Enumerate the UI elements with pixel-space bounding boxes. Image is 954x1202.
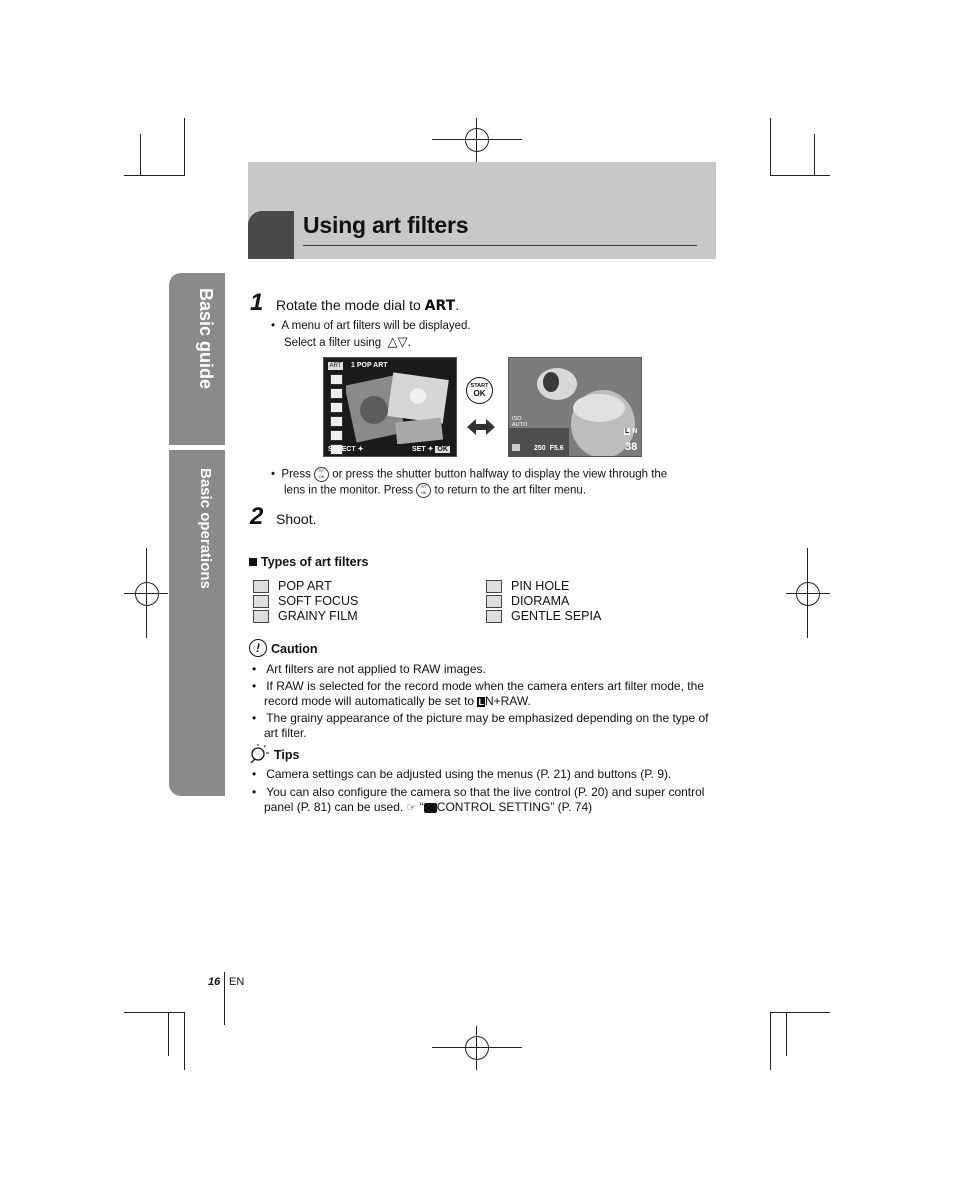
step-1-bullet-2-line-2b: to return to the art filter menu. <box>434 484 587 497</box>
art-filter-icon <box>253 610 269 623</box>
exposure-readout <box>534 445 564 452</box>
ok-label: OK <box>473 389 486 398</box>
caution-icon: ! <box>249 639 267 657</box>
set-label: SET ✦ OK <box>412 446 448 453</box>
art-filter-icon <box>253 580 269 593</box>
tips-heading: Tips <box>274 748 300 762</box>
header-tab <box>248 211 294 259</box>
tips-bullet-2: • You can also configure the camera so that the live control (P. 20) and super control panel (P. 81) can be used. ☞ “ CONTROL SETTING” (P. 74) <box>252 785 705 814</box>
filter-item: POP ART <box>253 579 332 593</box>
tips-lightbulb-icon <box>248 743 270 763</box>
start-ok-button-icon <box>466 377 493 404</box>
caution-heading: Caution <box>271 642 318 656</box>
step-1-bullet-2-line-2a: lens in the monitor. Press <box>284 484 414 497</box>
quality-readout: L N <box>625 428 638 435</box>
live-view-photo <box>509 358 641 456</box>
step-1-period: . <box>455 297 460 313</box>
art-filter-icon <box>330 416 343 427</box>
square-bullet-icon <box>249 558 257 566</box>
shutter-speed: 250 <box>534 445 546 452</box>
page-title: Using art filters <box>303 212 469 238</box>
tips-bullet-1: • Camera settings can be adjusted using the menus (P. 21) and buttons (P. 9). <box>252 767 672 781</box>
iso-label: ISO <box>512 416 522 422</box>
filter-item: GRAINY FILM <box>253 609 358 623</box>
art-badge: ART <box>329 363 342 369</box>
step-1-text <box>276 297 459 314</box>
ok-badge: OK <box>437 446 448 453</box>
reference-hand-icon: ☞ <box>406 802 417 814</box>
large-quality-icon: L <box>478 697 484 707</box>
art-filter-icon <box>330 388 343 399</box>
art-filter-icon <box>486 595 502 608</box>
filter-item: GENTLE SEPIA <box>486 609 601 623</box>
side-tab-basic-guide-label: Basic guide <box>196 288 216 390</box>
mode-icon <box>512 444 520 451</box>
live-view-screen <box>508 357 642 457</box>
step-1-bullet-1-line-2: Select a filter using <box>284 337 382 349</box>
menu-screen-title: 1 POP ART <box>351 362 388 369</box>
iso-value: AUTO <box>512 422 528 428</box>
step-1-number: 1 <box>250 289 264 316</box>
language-label: EN <box>229 976 245 988</box>
side-tab-basic-operations-label: Basic operations <box>197 468 214 589</box>
caution-bullet-1: • Art filters are not applied to RAW images. <box>252 662 486 676</box>
step-1-label: Rotate the mode dial to <box>276 297 421 313</box>
art-filter-icon <box>486 580 502 593</box>
art-filter-icon <box>330 402 343 413</box>
art-mode-label: ART <box>424 298 456 314</box>
types-heading <box>249 555 368 569</box>
caution-bullet-2: • If RAW is selected for the record mode when the camera enters art filter mode, the record mode will automatically be set to LN+RAW. <box>252 679 704 708</box>
start-ok-icon: ST OK <box>416 483 431 498</box>
shots-remaining: 38 <box>625 441 638 453</box>
art-filter-icon <box>486 610 502 623</box>
start-label: START <box>470 383 489 389</box>
page-number: 16 <box>208 976 221 988</box>
aperture-value: F5.6 <box>549 445 564 452</box>
title-rule <box>303 245 697 246</box>
camera-icon <box>424 803 437 813</box>
step-1-bullet-1: • A menu of art filters will be displayed. Select a filter using △▽. <box>271 320 471 349</box>
up-down-arrow-icon: △▽. <box>387 334 412 349</box>
double-arrow-icon <box>467 418 495 436</box>
step-1-bullet-2: • Press ST OK or press the shutter button halfway to display the view through the lens in the monitor. Press ST OK to return to the art filter menu. <box>271 468 668 497</box>
filter-item: DIORAMA <box>486 594 569 608</box>
step-1-bullet-2-press: Press <box>281 468 311 481</box>
quality-value: N <box>632 428 638 435</box>
filter-item: SOFT FOCUS <box>253 594 358 608</box>
art-filter-icon <box>330 430 343 441</box>
pop-art-preview-photos <box>346 372 454 444</box>
step-2-number: 2 <box>250 503 264 530</box>
art-filter-menu-screen <box>323 357 457 457</box>
types-heading-label: Types of art filters <box>261 555 369 569</box>
step-1-bullet-1-line-1: A menu of art filters will be displayed. <box>281 320 471 332</box>
art-filter-icon <box>253 595 269 608</box>
filter-item: PIN HOLE <box>486 579 569 593</box>
step-1-bullet-2-line-1: or press the shutter button halfway to display the view through the <box>332 468 668 481</box>
footer-divider <box>224 972 225 1025</box>
start-ok-icon: ST OK <box>314 467 329 482</box>
caution-bullet-3: • The grainy appearance of the picture may be emphasized depending on the type of art filter. <box>252 711 709 740</box>
step-2-text: Shoot. <box>276 511 317 527</box>
iso-readout <box>512 416 527 428</box>
select-label: SELECT ✦ <box>328 446 364 453</box>
art-filter-icon <box>330 374 343 385</box>
